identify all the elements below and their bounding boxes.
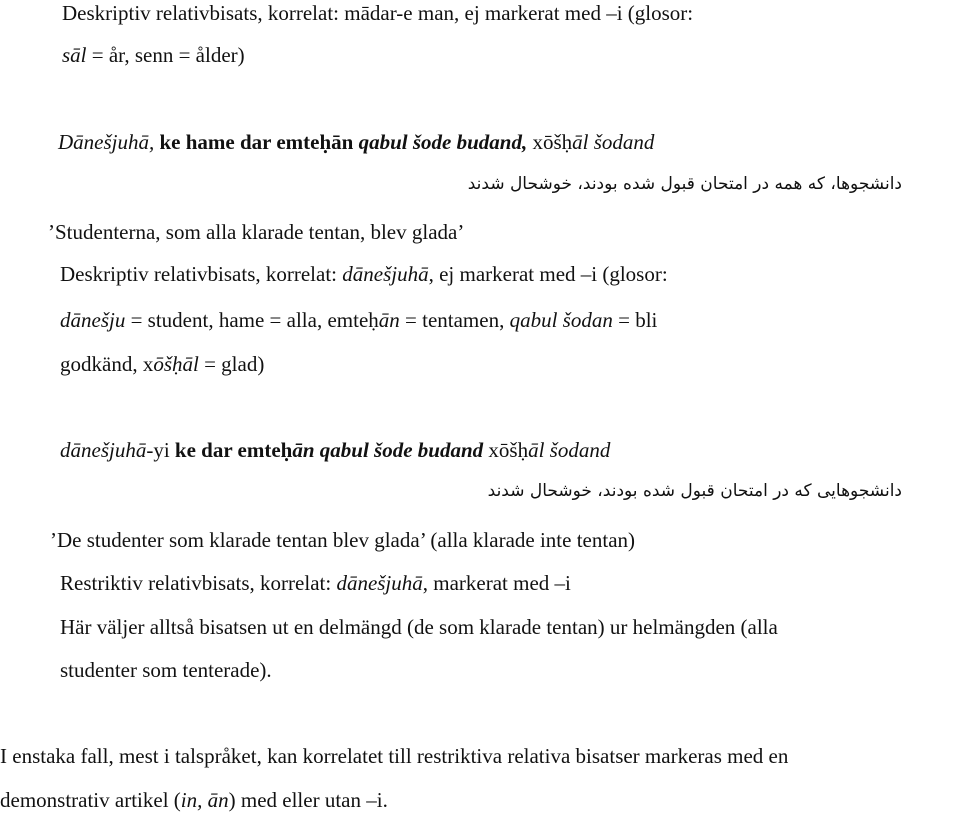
explanation-line: Här väljer alltså bisatsen ut en delmängd (de som klarade tentan) ur helmängden (alla: [60, 615, 778, 639]
clause-description: Deskriptiv relativbisats, korrelat: dānešjuhā, ej markerat med –i (glosor:: [60, 262, 668, 286]
paragraph-line: I enstaka fall, mest i talspråket, kan korrelatet till restriktiva relativa bisatser markeras med en: [0, 744, 789, 768]
gloss-line: dānešju = student, hame = alla, emteḥān = tentamen, qabul šodan = bli: [60, 308, 658, 332]
explanation-line: studenter som tenterade).: [60, 658, 272, 682]
example-translation: ’Studenterna, som alla klarade tentan, blev glada’: [48, 220, 465, 244]
example-sentence-persian: دانشجوها، که همه در امتحان قبول شده بودند، خوشحال شدند: [467, 174, 902, 194]
paragraph-line: demonstrativ artikel (in, ān) med eller utan –i.: [0, 788, 388, 812]
example-translation: ’De studenter som klarade tentan blev glada’ (alla klarade inte tentan): [50, 528, 636, 552]
gloss-line: sāl = år, senn = ålder): [62, 43, 245, 67]
clause-description: Restriktiv relativbisats, korrelat: dānešjuhā, markerat med –i: [60, 571, 571, 595]
example-sentence-transliteration: dānešjuhā-yi ke dar emteḥān qabul šode budand xōšḥāl šodand: [60, 438, 611, 462]
descriptive-clause-heading: Deskriptiv relativbisats, korrelat: mādar-e man, ej markerat med –i (glosor:: [62, 1, 694, 25]
example-sentence-transliteration: Dānešjuhā, ke hame dar emteḥān qabul šode budand, xōšḥāl šodand: [58, 130, 655, 154]
example-sentence-persian: دانشجوهایی که در امتحان قبول شده بودند، خوشحال شدند: [487, 481, 902, 501]
gloss-line: godkänd, xōšḥāl = glad): [60, 352, 265, 376]
